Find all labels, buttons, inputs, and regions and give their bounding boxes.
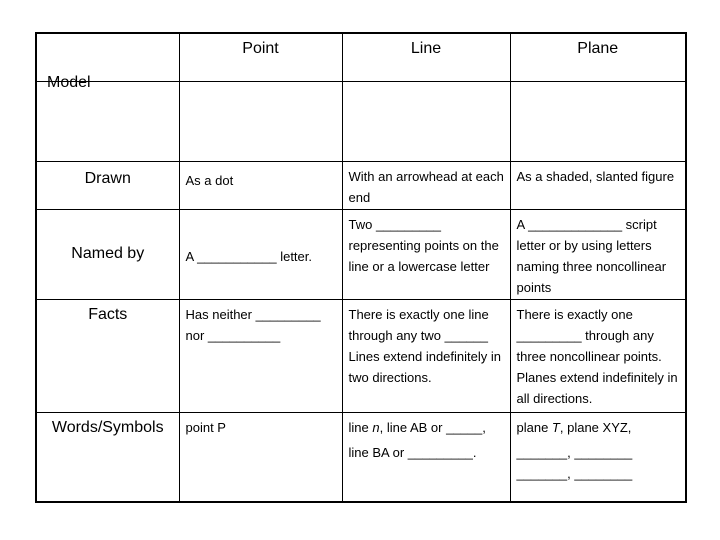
words-plane-prefix: plane: [516, 419, 552, 435]
named-by-row: [36, 209, 686, 299]
model-label-cell: [36, 73, 179, 161]
words-line-2: line BA or _________.: [348, 444, 477, 460]
row-label-words-symbols: Words/Symbols: [36, 412, 179, 502]
model-point: [179, 81, 342, 161]
point-line-plane-table: [35, 32, 687, 503]
row-label-named-by: Named by: [36, 209, 179, 299]
words-plane-2: _______, ________: [516, 444, 633, 460]
named-by-plane: A _____________ script letter or by using letters naming three noncollinear points: [510, 209, 686, 299]
facts-line-text-1: There is exactly one line through any two ______: [348, 306, 489, 343]
header-plane: Plane: [510, 33, 686, 81]
row-label-facts: Facts: [36, 299, 179, 412]
words-plane-3: _______, ________: [516, 465, 633, 481]
words-line-1: [349, 417, 506, 438]
drawn-plane: As a shaded, slanted figure: [510, 161, 686, 209]
row-label-drawn: Drawn: [36, 161, 179, 209]
model-line: [342, 81, 510, 161]
row-label-model: Model: [47, 73, 91, 91]
header-line: Line: [342, 33, 510, 81]
words-symbols-point: point P: [179, 412, 342, 502]
words-plane-suffix: , plane XYZ,: [559, 419, 632, 435]
facts-point: Has neither _________ nor __________: [179, 299, 342, 412]
words-line-suffix: , line AB or _____,: [379, 419, 486, 435]
facts-line-text-2: Lines extend indefinitely in two directions.: [348, 348, 501, 385]
facts-plane-text-2: Planes extend indefinitely in all directions.: [516, 369, 678, 406]
words-plane-t: T: [551, 419, 560, 435]
model-row: [36, 81, 686, 161]
words-symbols-line: [342, 412, 510, 502]
words-line-prefix: line: [348, 419, 373, 435]
words-symbols-plane: [510, 412, 686, 502]
drawn-row: [36, 161, 686, 209]
named-by-point: A ___________ letter.: [179, 209, 342, 299]
words-line-n: n: [372, 419, 380, 435]
drawn-line: With an arrowhead at each end: [342, 161, 510, 209]
drawn-point: As a dot: [179, 161, 342, 209]
named-by-line: Two _________ representing points on the line or a lowercase letter: [342, 209, 510, 299]
header-row: [36, 33, 686, 81]
model-plane: [510, 81, 686, 161]
facts-line: [342, 299, 510, 412]
facts-plane-text-1: There is exactly one _________ through any three noncollinear points.: [516, 306, 662, 364]
facts-row: [36, 299, 686, 412]
words-plane-1: [517, 417, 682, 438]
words-symbols-row: [36, 412, 686, 502]
header-point: Point: [179, 33, 342, 81]
facts-plane: [510, 299, 686, 412]
